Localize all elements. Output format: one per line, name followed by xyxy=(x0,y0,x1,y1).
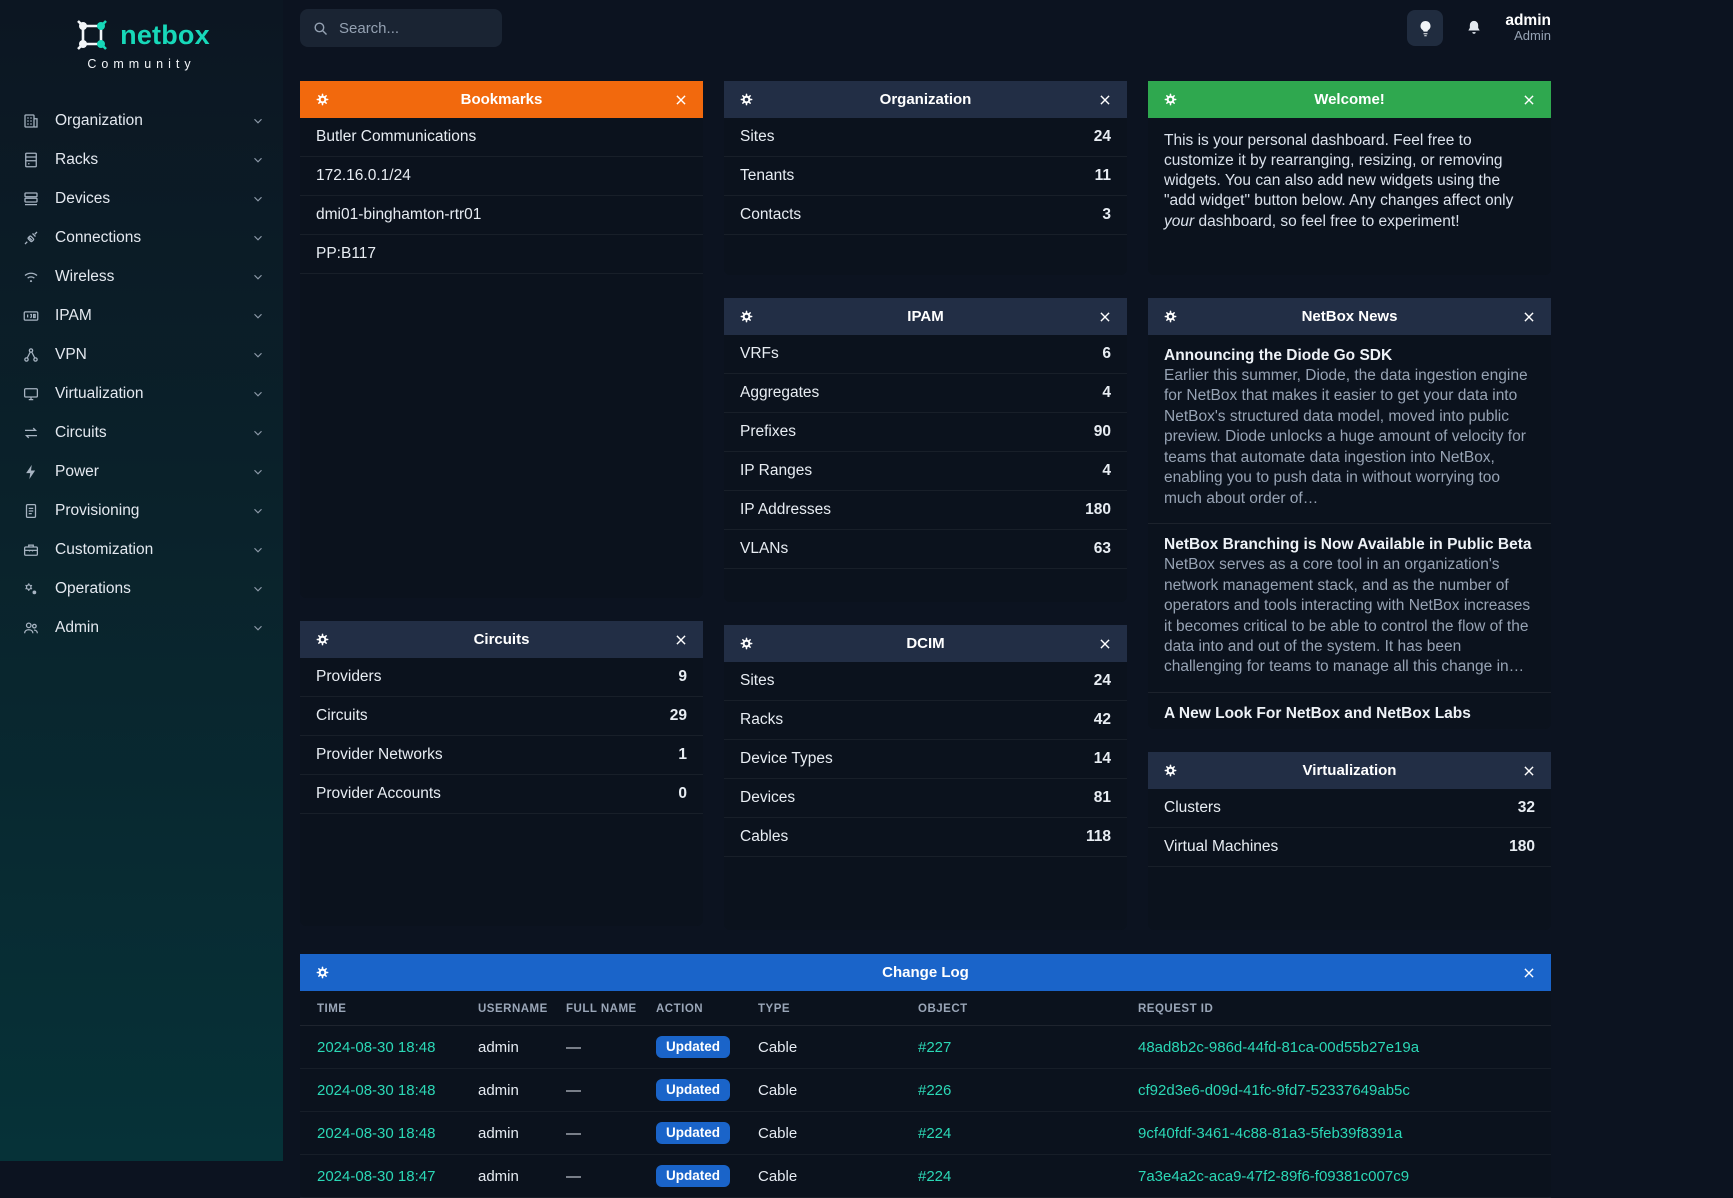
wifi-icon xyxy=(22,268,40,286)
user-role: Admin xyxy=(1514,28,1551,44)
username: admin xyxy=(1505,11,1551,29)
changelog-time-link[interactable]: 2024-08-30 18:48 xyxy=(300,1026,470,1069)
chevron-down-icon xyxy=(251,270,265,284)
chevron-down-icon xyxy=(251,192,265,206)
widget-close-button[interactable] xyxy=(1518,306,1540,328)
chevron-down-icon xyxy=(251,543,265,557)
stat-value: 4 xyxy=(1102,462,1111,479)
stat-value: 9 xyxy=(678,668,687,685)
bookmark-label[interactable]: Butler Communications xyxy=(316,128,477,145)
ipam-stats xyxy=(724,335,1127,569)
column-header-username[interactable]: USERNAME xyxy=(470,991,558,1026)
widget-bookmarks xyxy=(300,81,703,598)
widget-organization xyxy=(724,81,1127,275)
stat-label[interactable]: IP Ranges xyxy=(740,462,813,479)
chevron-down-icon xyxy=(251,426,265,440)
search-input[interactable] xyxy=(339,20,469,37)
transfer-arrows-icon xyxy=(22,424,40,442)
widget-welcome-header[interactable] xyxy=(1148,81,1551,118)
stat-label[interactable]: Provider Networks xyxy=(316,746,443,763)
chevron-down-icon xyxy=(251,504,265,518)
table-row xyxy=(300,1026,1551,1069)
widget-title: DCIM xyxy=(906,635,945,652)
theme-toggle-button[interactable] xyxy=(1407,10,1443,46)
sidebar-item-label: Customization xyxy=(55,540,154,558)
gears-icon xyxy=(22,580,40,598)
changelog-username: admin xyxy=(470,1026,558,1069)
widget-circuits-header[interactable] xyxy=(300,621,703,658)
plug-icon xyxy=(22,229,40,247)
notifications-button[interactable] xyxy=(1461,10,1487,46)
changelog-action xyxy=(648,1155,750,1198)
changelog-time-link[interactable]: 2024-08-30 18:48 xyxy=(300,1069,470,1112)
stat-row[interactable] xyxy=(724,662,1127,701)
changelog-action xyxy=(648,1112,750,1155)
stat-row[interactable] xyxy=(724,779,1127,818)
stat-row[interactable] xyxy=(724,335,1127,374)
welcome-text xyxy=(1148,118,1551,245)
changelog-time-link[interactable]: 2024-08-30 18:47 xyxy=(300,1155,470,1198)
widget-title: Circuits xyxy=(473,631,530,648)
stat-value: 63 xyxy=(1093,540,1111,557)
stat-value: 24 xyxy=(1093,128,1111,145)
widget-news-header[interactable] xyxy=(1148,298,1551,335)
building-icon xyxy=(22,112,40,130)
stat-label[interactable]: Circuits xyxy=(316,707,368,724)
sidebar-item-connections[interactable] xyxy=(0,218,283,257)
dashboard-column-1 xyxy=(300,81,703,930)
stat-label[interactable]: Racks xyxy=(740,711,784,728)
stat-value: 180 xyxy=(1085,501,1111,518)
changelog-request-id-link[interactable]: 9cf40fdf-3461-4c88-81a3-5feb39f8391a xyxy=(1130,1112,1551,1155)
stat-label[interactable]: Prefixes xyxy=(740,423,796,440)
news-list xyxy=(1148,335,1551,737)
changelog-type: Cable xyxy=(750,1112,910,1155)
chevron-down-icon xyxy=(251,231,265,245)
stat-value: 14 xyxy=(1093,750,1111,767)
search-icon xyxy=(312,20,329,37)
stat-value: 6 xyxy=(1102,345,1111,362)
sidebar-item-devices[interactable] xyxy=(0,179,283,218)
sidebar-item-label: Admin xyxy=(55,618,99,636)
stat-row[interactable] xyxy=(724,118,1127,157)
sidebar-item-label: Provisioning xyxy=(55,501,140,519)
bookmark-label[interactable]: 172.16.0.1/24 xyxy=(316,167,411,184)
sidebar xyxy=(0,0,283,1161)
stat-row[interactable] xyxy=(724,374,1127,413)
widget-circuits xyxy=(300,621,703,926)
network-nodes-icon xyxy=(22,346,40,364)
netbox-logo-icon xyxy=(73,16,111,54)
table-row xyxy=(300,1112,1551,1155)
stat-value: 1 xyxy=(678,746,687,763)
status-badge: Updated xyxy=(656,1036,730,1058)
widget-netbox-news xyxy=(1148,298,1551,729)
stat-label[interactable]: Devices xyxy=(740,789,796,806)
sidebar-item-circuits[interactable] xyxy=(0,413,283,452)
stat-row[interactable] xyxy=(724,818,1127,857)
widget-virtualization-header[interactable] xyxy=(1148,752,1551,789)
document-icon xyxy=(22,502,40,520)
stat-row[interactable] xyxy=(300,736,703,775)
bookmark-item[interactable] xyxy=(300,118,703,157)
ip-binary-icon xyxy=(22,307,40,325)
chevron-down-icon xyxy=(251,621,265,635)
changelog-full-name: — xyxy=(558,1026,648,1069)
news-article xyxy=(1148,524,1551,693)
widget-dcim-header[interactable] xyxy=(724,625,1127,662)
changelog-request-id-link[interactable]: cf92d3e6-d09d-41fc-9fd7-52337649ab5c xyxy=(1130,1069,1551,1112)
widget-config-button[interactable] xyxy=(735,306,757,328)
stat-row[interactable] xyxy=(724,530,1127,569)
sidebar-item-label: Wireless xyxy=(55,267,115,285)
changelog-request-id-link[interactable]: 7a3e4a2c-aca9-47f2-89f6-f09381c007c9 xyxy=(1130,1155,1551,1198)
bookmark-item[interactable] xyxy=(300,196,703,235)
stat-row[interactable] xyxy=(724,157,1127,196)
bookmarks-list xyxy=(300,118,703,274)
changelog-type: Cable xyxy=(750,1069,910,1112)
news-article-title[interactable]: Announcing the Diode Go SDK xyxy=(1164,347,1393,364)
sidebar-item-ipam[interactable] xyxy=(0,296,283,335)
rack-icon xyxy=(22,151,40,169)
lightbulb-icon xyxy=(1416,19,1435,38)
widget-close-button[interactable] xyxy=(1094,306,1116,328)
chevron-down-icon xyxy=(251,309,265,323)
users-icon xyxy=(22,619,40,637)
stat-row[interactable] xyxy=(1148,828,1551,867)
widget-config-button[interactable] xyxy=(311,89,333,111)
stat-row[interactable] xyxy=(724,196,1127,235)
changelog-action xyxy=(648,1069,750,1112)
column-header-full-name[interactable]: FULL NAME xyxy=(558,991,648,1026)
changelog-full-name: — xyxy=(558,1069,648,1112)
bookmark-label[interactable]: PP:B117 xyxy=(316,245,377,262)
changelog-full-name: — xyxy=(558,1112,648,1155)
changelog-username: admin xyxy=(470,1069,558,1112)
welcome-text-pre: This is your personal dashboard. Feel free to customize it by rearranging, resizing, or removing widgets. You can also add new widgets using the "add widget" button below. Any changes affect only xyxy=(1164,132,1514,210)
changelog-request-id-link[interactable]: 48ad8b2c-986d-44fd-81ca-00d55b27e19a xyxy=(1130,1026,1551,1069)
column-header-time[interactable]: TIME xyxy=(300,991,470,1026)
sidebar-item-label: Connections xyxy=(55,228,142,246)
sidebar-item-label: Operations xyxy=(55,579,131,597)
sidebar-item-label: Circuits xyxy=(55,423,107,441)
topbar-actions xyxy=(1407,10,1551,46)
stat-row[interactable] xyxy=(300,697,703,736)
stat-row[interactable] xyxy=(724,740,1127,779)
sidebar-item-label: VPN xyxy=(55,345,87,363)
sidebar-item-wireless[interactable] xyxy=(0,257,283,296)
brand-name: netbox xyxy=(120,19,210,50)
bolt-icon xyxy=(22,463,40,481)
changelog-full-name: — xyxy=(558,1155,648,1198)
sidebar-item-admin[interactable] xyxy=(0,608,283,647)
stat-value: 0 xyxy=(678,785,687,802)
widget-ipam-header[interactable] xyxy=(724,298,1127,335)
welcome-text-italic: your xyxy=(1164,212,1195,230)
stat-label[interactable]: Virtual Machines xyxy=(1164,838,1279,855)
column-header-request-id[interactable]: REQUEST ID xyxy=(1130,991,1551,1026)
bookmark-item[interactable] xyxy=(300,157,703,196)
changelog-object-link[interactable]: #227 xyxy=(910,1026,1130,1069)
changelog-username: admin xyxy=(470,1155,558,1198)
sidebar-item-virtualization[interactable] xyxy=(0,374,283,413)
stat-label[interactable]: Cables xyxy=(740,828,789,845)
widget-title: Virtualization xyxy=(1302,762,1397,779)
widget-close-button[interactable] xyxy=(1094,633,1116,655)
widget-config-button[interactable] xyxy=(311,962,333,984)
stat-value: 4 xyxy=(1102,384,1111,401)
widget-change-log xyxy=(300,954,1551,1198)
widget-dcim xyxy=(724,625,1127,930)
widget-close-button[interactable] xyxy=(670,629,692,651)
sidebar-item-organization[interactable] xyxy=(0,101,283,140)
sidebar-item-provisioning[interactable] xyxy=(0,491,283,530)
change-log-table xyxy=(300,991,1551,1198)
bookmark-label[interactable]: dmi01-binghamton-rtr01 xyxy=(316,206,482,223)
stat-label[interactable]: Sites xyxy=(740,128,775,145)
sidebar-item-label: Virtualization xyxy=(55,384,144,402)
stat-row[interactable] xyxy=(724,701,1127,740)
bell-icon xyxy=(1464,18,1484,38)
stat-label[interactable]: VLANs xyxy=(740,540,789,557)
changelog-action xyxy=(648,1026,750,1069)
chevron-down-icon xyxy=(251,387,265,401)
widget-close-button[interactable] xyxy=(670,89,692,111)
stat-row[interactable] xyxy=(724,413,1127,452)
widget-title: Organization xyxy=(879,91,972,108)
stat-value: 90 xyxy=(1093,423,1111,440)
welcome-text-post: dashboard, so feel free to experiment! xyxy=(1194,212,1460,230)
table-row xyxy=(300,1155,1551,1198)
news-article-title[interactable]: A New Look For NetBox and NetBox Labs xyxy=(1164,704,1471,722)
changelog-object-link[interactable]: #224 xyxy=(910,1155,1130,1198)
stat-value: 42 xyxy=(1093,711,1111,728)
chevron-down-icon xyxy=(251,153,265,167)
stat-label[interactable]: Aggregates xyxy=(740,384,820,401)
stat-row[interactable] xyxy=(300,775,703,814)
stat-row[interactable] xyxy=(724,452,1127,491)
widget-config-button[interactable] xyxy=(1159,89,1181,111)
sidebar-item-vpn[interactable] xyxy=(0,335,283,374)
status-badge: Updated xyxy=(656,1079,730,1101)
brand-subtitle: Community xyxy=(87,57,196,71)
news-article-body: NetBox serves as a core tool in an organization's network management stack, and as the number of operators and tools interacting with NetBox increases it becomes critical to be able to control the flow of the data into and out of the system. It has been challenging for teams to manage all this change in… xyxy=(1164,556,1531,676)
sidebar-item-label: Devices xyxy=(55,189,111,207)
changelog-object-link[interactable]: #226 xyxy=(910,1069,1130,1112)
widget-organization-header[interactable] xyxy=(724,81,1127,118)
stat-label[interactable]: Clusters xyxy=(1164,799,1221,816)
server-icon xyxy=(22,190,40,208)
stat-row[interactable] xyxy=(1148,789,1551,828)
stat-label[interactable]: VRFs xyxy=(740,345,779,362)
news-article-body: Earlier this summer, Diode, the data ingestion engine for NetBox that makes it easier to get your data into NetBox's structured data model, moved into public preview. Diode unlocks a huge amount of velocity for teams that automate data ingestion into NetBox, enabling you to push data in without worrying too much about order of… xyxy=(1164,367,1528,507)
sidebar-item-power[interactable] xyxy=(0,452,283,491)
sidebar-item-label: Organization xyxy=(55,111,143,129)
bookmark-item[interactable] xyxy=(300,235,703,274)
widget-title: IPAM xyxy=(907,308,944,325)
widget-change-log-header[interactable] xyxy=(300,954,1551,991)
widget-close-button[interactable] xyxy=(1518,89,1540,111)
widget-config-button[interactable] xyxy=(1159,760,1181,782)
widget-close-button[interactable] xyxy=(1518,962,1540,984)
column-header-action[interactable]: ACTION xyxy=(648,991,750,1026)
widget-close-button[interactable] xyxy=(1094,89,1116,111)
status-badge: Updated xyxy=(656,1122,730,1144)
virtualization-stats xyxy=(1148,789,1551,867)
changelog-username: admin xyxy=(470,1112,558,1155)
stat-value: 81 xyxy=(1093,789,1111,806)
widget-config-button[interactable] xyxy=(735,633,757,655)
organization-stats xyxy=(724,118,1127,235)
changelog-type: Cable xyxy=(750,1155,910,1198)
sidebar-item-label: IPAM xyxy=(55,306,92,324)
monitor-icon xyxy=(22,385,40,403)
stat-row[interactable] xyxy=(724,491,1127,530)
sidebar-item-racks[interactable] xyxy=(0,140,283,179)
toolbox-icon xyxy=(22,541,40,559)
stat-label[interactable]: Tenants xyxy=(740,167,795,184)
chevron-down-icon xyxy=(251,582,265,596)
widget-welcome xyxy=(1148,81,1551,275)
sidebar-item-label: Power xyxy=(55,462,99,480)
dashboard-column-3 xyxy=(1148,81,1551,930)
stat-label[interactable]: Contacts xyxy=(740,206,802,223)
stat-label[interactable]: Provider Accounts xyxy=(316,785,441,802)
widget-title: Bookmarks xyxy=(460,91,543,108)
widget-title: Change Log xyxy=(882,964,969,981)
news-article-title[interactable]: NetBox Branching is Now Available in Public Beta xyxy=(1164,536,1532,554)
table-row xyxy=(300,1069,1551,1112)
stat-value: 118 xyxy=(1085,828,1111,845)
main-area xyxy=(283,0,1733,1185)
sidebar-item-operations[interactable] xyxy=(0,569,283,608)
topbar xyxy=(300,0,1551,56)
stat-value: 24 xyxy=(1093,672,1111,689)
dashboard-column-2 xyxy=(724,81,1127,930)
widget-config-button[interactable] xyxy=(1159,306,1181,328)
stat-value: 180 xyxy=(1509,838,1535,855)
stat-value: 11 xyxy=(1094,167,1111,184)
dcim-stats xyxy=(724,662,1127,857)
stat-label[interactable]: IP Addresses xyxy=(740,501,832,518)
column-header-type[interactable]: TYPE xyxy=(750,991,910,1026)
changelog-time-link[interactable]: 2024-08-30 18:48 xyxy=(300,1112,470,1155)
news-article xyxy=(1148,335,1551,524)
stat-value: 29 xyxy=(669,707,687,724)
stat-label[interactable]: Device Types xyxy=(740,750,833,767)
widget-close-button[interactable] xyxy=(1518,760,1540,782)
widget-title: NetBox News xyxy=(1301,308,1398,325)
widget-bookmarks-header[interactable] xyxy=(300,81,703,118)
widget-title: Welcome! xyxy=(1314,91,1385,108)
circuits-stats xyxy=(300,658,703,814)
chevron-down-icon xyxy=(251,465,265,479)
news-article xyxy=(1148,693,1551,737)
changelog-type: Cable xyxy=(750,1026,910,1069)
widget-config-button[interactable] xyxy=(311,629,333,651)
stat-row[interactable] xyxy=(300,658,703,697)
sidebar-item-label: Racks xyxy=(55,150,99,168)
stat-value: 3 xyxy=(1102,206,1111,223)
brand[interactable] xyxy=(0,12,283,87)
sidebar-nav xyxy=(0,101,283,647)
dashboard xyxy=(300,81,1551,1198)
chevron-down-icon xyxy=(251,114,265,128)
changelog-object-link[interactable]: #224 xyxy=(910,1112,1130,1155)
stat-label[interactable]: Providers xyxy=(316,668,382,685)
widget-virtualization xyxy=(1148,752,1551,930)
user-menu[interactable] xyxy=(1505,12,1551,45)
chevron-down-icon xyxy=(251,348,265,362)
sidebar-item-customization[interactable] xyxy=(0,530,283,569)
widget-config-button[interactable] xyxy=(735,89,757,111)
stat-value: 32 xyxy=(1517,799,1535,816)
widget-ipam xyxy=(724,298,1127,602)
column-header-object[interactable]: OBJECT xyxy=(910,991,1130,1026)
search-box[interactable] xyxy=(300,9,502,47)
stat-label[interactable]: Sites xyxy=(740,672,775,689)
status-badge: Updated xyxy=(656,1165,730,1187)
